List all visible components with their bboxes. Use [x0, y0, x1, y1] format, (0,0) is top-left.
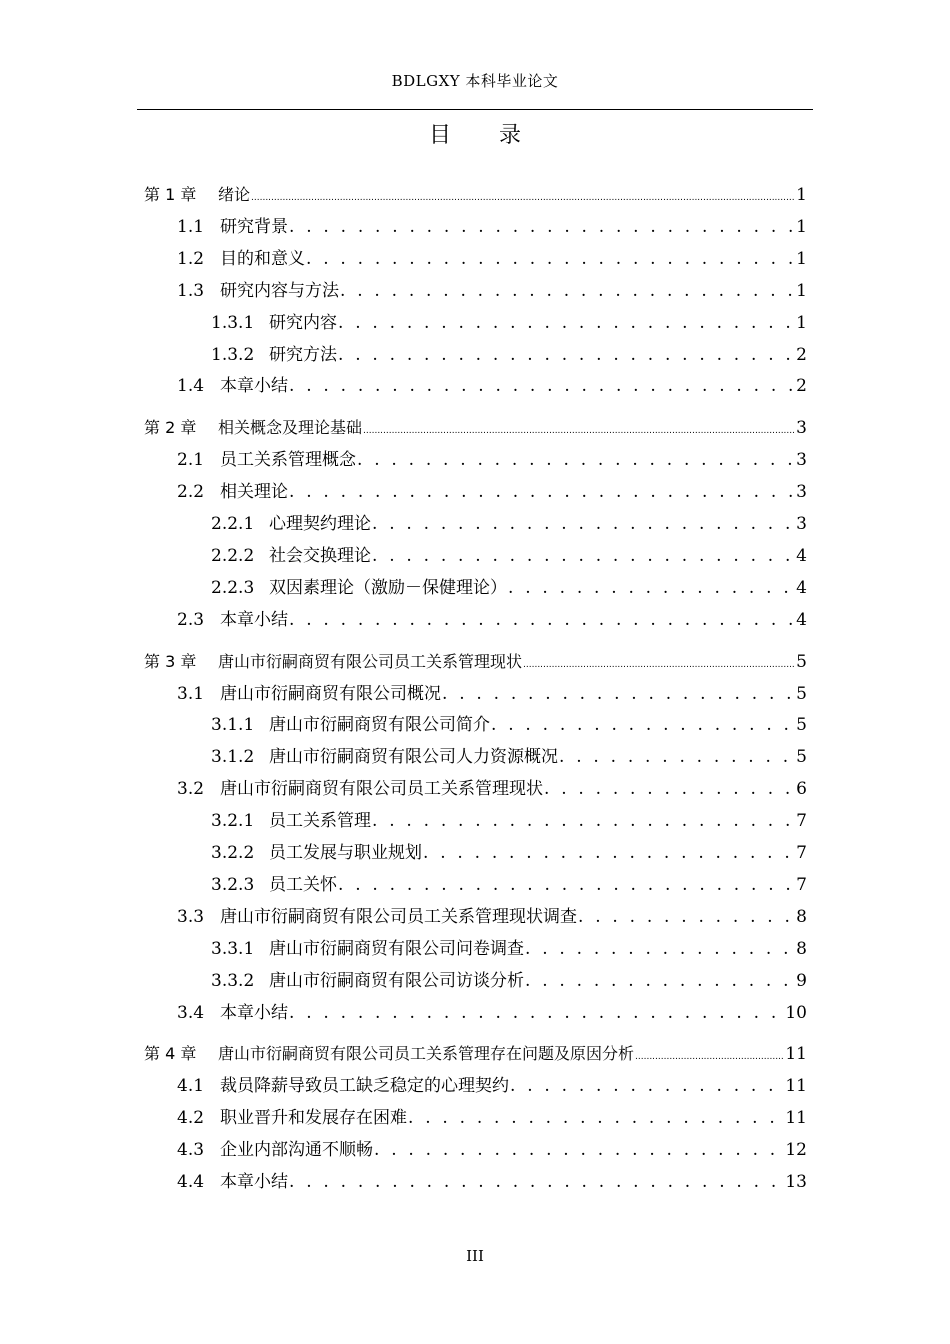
toc-entry[interactable]: [211, 509, 807, 539]
toc-entry-page: 1: [796, 312, 807, 333]
toc-entry-page: 12: [785, 1140, 807, 1161]
toc-entry-page: 2: [796, 344, 807, 365]
toc-entry-title: 企业内部沟通不顺畅: [220, 1140, 373, 1161]
toc-entry-number: 2.2: [177, 482, 205, 503]
toc-leader-dots: [408, 1103, 783, 1133]
toc-leader-dots: [306, 244, 794, 274]
toc-entry-page: 6: [796, 779, 807, 800]
toc-entry-page: 7: [796, 874, 807, 895]
toc-entry-number: 1.1: [177, 216, 205, 237]
toc-entry-number: 2.2.2: [211, 545, 255, 566]
toc-entry-page: 3: [796, 418, 807, 439]
toc-leader-dots: [289, 371, 794, 401]
toc-entry-title: 本章小结: [220, 376, 288, 397]
toc-entry-number: 3.2: [177, 779, 205, 800]
toc-entry-page: 11: [785, 1076, 807, 1097]
toc-entry-number: 第 1 章: [144, 185, 197, 204]
toc-entry-title: 本章小结: [220, 1172, 288, 1192]
toc-entry-number: 1.4: [177, 376, 205, 397]
toc-entry-number: 1.2: [177, 248, 205, 269]
toc-entry-title: 研究方法: [269, 344, 337, 365]
toc-entry-page: 9: [796, 970, 807, 991]
toc-leader-dots: [372, 541, 794, 571]
toc-entry-number: 4.4: [177, 1172, 205, 1192]
toc-leader-dots: [338, 870, 794, 900]
toc-leader-dots: [289, 477, 794, 507]
toc-entry-page: 5: [796, 683, 807, 704]
toc-leader-dots: [635, 1042, 783, 1072]
toc-entry-title: 员工关怀: [269, 874, 337, 895]
toc-entry-title: 员工关系管理概念: [220, 450, 356, 471]
toc-entry[interactable]: [177, 276, 807, 306]
toc-entry[interactable]: [177, 774, 807, 804]
toc-entry-page: 8: [796, 938, 807, 959]
toc-leader-dots: [374, 1135, 783, 1165]
toc-entry-page: 10: [785, 1002, 807, 1023]
toc-entry-title: 唐山市衍嗣商贸有限公司简介: [269, 715, 490, 736]
toc-leader-dots: [525, 966, 794, 996]
toc-entry-page: 11: [785, 1044, 807, 1065]
toc-leader-dots: [289, 212, 794, 242]
toc-entry[interactable]: [177, 1135, 807, 1165]
toc-entry[interactable]: [211, 806, 807, 836]
toc-entry-title: 唐山市衍嗣商贸有限公司概况: [220, 683, 441, 704]
toc-entry-page: 5: [796, 651, 807, 672]
toc-chapter-entry[interactable]: [144, 647, 807, 677]
toc-entry-title: 唐山市衍嗣商贸有限公司员工关系管理现状: [218, 651, 523, 671]
toc-entry-title: 目的和意义: [220, 248, 305, 269]
page-number: III: [466, 1247, 484, 1265]
toc-entry[interactable]: [211, 966, 807, 996]
toc-entry-page: 13: [785, 1172, 807, 1192]
toc-entry[interactable]: [211, 710, 807, 740]
toc-entry-title: 社会交换理论: [269, 545, 371, 566]
toc-entry-number: 2.1: [177, 450, 205, 471]
toc-entry-number: 3.2.3: [211, 874, 255, 895]
toc-entry[interactable]: [177, 371, 807, 401]
toc-entry-title: 绪论: [218, 185, 251, 204]
toc-entry-title: 本章小结: [220, 609, 288, 630]
toc-entry-page: 5: [796, 715, 807, 736]
toc-leader-dots: [544, 774, 794, 804]
toc-entry[interactable]: [177, 1103, 807, 1133]
toc-entry[interactable]: [211, 742, 807, 772]
toc-entry-title: 本章小结: [220, 1002, 288, 1023]
toc-entry-number: 1.3.2: [211, 344, 255, 365]
toc-entry-title: 唐山市衍嗣商贸有限公司员工关系管理现状调查: [220, 906, 577, 927]
toc-entry[interactable]: [177, 477, 807, 507]
toc-entry-page: 1: [796, 280, 807, 301]
toc-entry-title: 唐山市衍嗣商贸有限公司人力资源概况: [269, 747, 558, 768]
toc-entry-page: 2: [796, 376, 807, 397]
toc-leader-dots: [491, 710, 794, 740]
toc-entry[interactable]: [211, 308, 807, 338]
toc-entry-number: 3.1.2: [211, 747, 255, 768]
toc-entry-number: 4.3: [177, 1140, 205, 1161]
toc-entry-page: 3: [796, 482, 807, 503]
toc-entry-page: 4: [796, 609, 807, 630]
toc-entry-page: 11: [785, 1108, 807, 1129]
toc-entry[interactable]: [177, 212, 807, 242]
toc-entry-page: 1: [796, 185, 807, 205]
toc-entry-page: 7: [796, 843, 807, 863]
toc-entry-title: 相关理论: [220, 482, 288, 503]
toc-entry[interactable]: [177, 605, 807, 635]
toc-leader-dots: [357, 445, 794, 475]
toc-leader-dots: [372, 509, 794, 539]
toc-entry-number: 3.3: [177, 906, 205, 927]
toc-leader-dots: [251, 183, 794, 213]
toc-entry-title: 员工发展与职业规划: [269, 843, 422, 863]
toc-entry-title: 研究内容: [269, 312, 337, 333]
toc-leader-dots: [289, 1167, 783, 1197]
toc-entry-number: 第 4 章: [144, 1044, 197, 1064]
toc-leader-dots: [510, 1071, 783, 1101]
toc-leader-dots: [578, 902, 794, 932]
toc-leader-dots: [525, 934, 794, 964]
toc-entry-number: 3.3.2: [211, 970, 255, 991]
toc-entry-number: 3.4: [177, 1002, 205, 1023]
toc-leader-dots: [523, 650, 794, 680]
toc-entry[interactable]: [211, 573, 807, 603]
toc-leader-dots: [442, 679, 794, 709]
toc-entry[interactable]: [211, 838, 807, 868]
page-header: BDLGXY 本科毕业论文: [391, 72, 559, 90]
toc-entry-page: 1: [796, 248, 807, 269]
toc-leader-dots: [289, 998, 783, 1028]
toc-entry-number: 第 2 章: [144, 418, 197, 438]
toc-entry-number: 3.1: [177, 683, 205, 704]
toc-entry[interactable]: [211, 541, 807, 571]
toc-entry-number: 3.3.1: [211, 938, 255, 959]
toc-entry-title: 相关概念及理论基础: [218, 418, 363, 438]
toc-entry-number: 3.2.2: [211, 843, 255, 863]
toc-entry-number: 1.3.1: [211, 312, 255, 333]
toc-entry[interactable]: [177, 445, 807, 475]
toc-entry[interactable]: [177, 1167, 807, 1197]
toc-entry-page: 4: [796, 577, 807, 598]
toc-entry-title: 唐山市衍嗣商贸有限公司访谈分析: [269, 970, 524, 991]
toc-entry[interactable]: [211, 340, 807, 370]
toc-entry[interactable]: [211, 870, 807, 900]
toc-leader-dots: [559, 742, 794, 772]
toc-entry-number: 4.1: [177, 1076, 205, 1097]
toc-entry-title: 职业晋升和发展存在困难: [220, 1108, 407, 1129]
header-rule: [137, 109, 813, 110]
toc-entry-title: 研究背景: [220, 216, 288, 237]
toc-entry-page: 1: [796, 216, 807, 237]
toc-entry[interactable]: [177, 1071, 807, 1101]
toc-entry[interactable]: [177, 679, 807, 709]
toc-chapter-entry[interactable]: [144, 180, 807, 210]
toc-entry-title: 唐山市衍嗣商贸有限公司员工关系管理现状: [220, 779, 543, 800]
toc-entry-number: 2.2.3: [211, 577, 255, 598]
toc-entry-title: 唐山市衍嗣商贸有限公司问卷调查: [269, 938, 524, 959]
toc-entry-number: 1.3: [177, 280, 205, 301]
toc-leader-dots: [289, 605, 794, 635]
toc-entry-page: 7: [796, 811, 807, 832]
toc-entry-title: 裁员降薪导致员工缺乏稳定的心理契约: [220, 1076, 509, 1097]
toc-entry-page: 8: [796, 906, 807, 927]
toc-entry[interactable]: [211, 934, 807, 964]
toc-entry-number: 第 3 章: [144, 651, 197, 671]
toc-leader-dots: [372, 806, 794, 836]
toc-entry-number: 2.3: [177, 609, 205, 630]
toc-leader-dots: [363, 416, 794, 446]
toc-leader-dots: [338, 308, 794, 338]
toc-entry[interactable]: [177, 998, 807, 1028]
toc-entry-title: 心理契约理论: [269, 514, 371, 534]
toc-entry-number: 4.2: [177, 1108, 205, 1129]
toc-entry-number: 2.2.1: [211, 514, 255, 534]
toc-entry-page: 3: [796, 450, 807, 471]
toc-chapter-entry[interactable]: [144, 1039, 807, 1069]
toc-entry-title: 唐山市衍嗣商贸有限公司员工关系管理存在问题及原因分析: [218, 1044, 635, 1064]
toc-entry-page: 3: [796, 514, 807, 534]
toc-entry[interactable]: [177, 244, 807, 274]
toc-entry-title: 双因素理论（激励－保健理论）: [269, 577, 507, 598]
toc-entry-number: 3.2.1: [211, 811, 255, 832]
toc-entry-title: 研究内容与方法: [220, 280, 339, 301]
toc-title: 目录: [428, 123, 569, 148]
toc-leader-dots: [423, 838, 794, 868]
toc-chapter-entry[interactable]: [144, 413, 807, 443]
toc-entry-number: 3.1.1: [211, 715, 255, 736]
toc-entry-title: 员工关系管理: [269, 811, 371, 832]
toc-entry-page: 4: [796, 545, 807, 566]
toc-entry-page: 5: [796, 747, 807, 768]
toc-leader-dots: [508, 573, 794, 603]
toc-entry[interactable]: [177, 902, 807, 932]
toc-leader-dots: [340, 276, 794, 306]
toc-leader-dots: [338, 340, 794, 370]
